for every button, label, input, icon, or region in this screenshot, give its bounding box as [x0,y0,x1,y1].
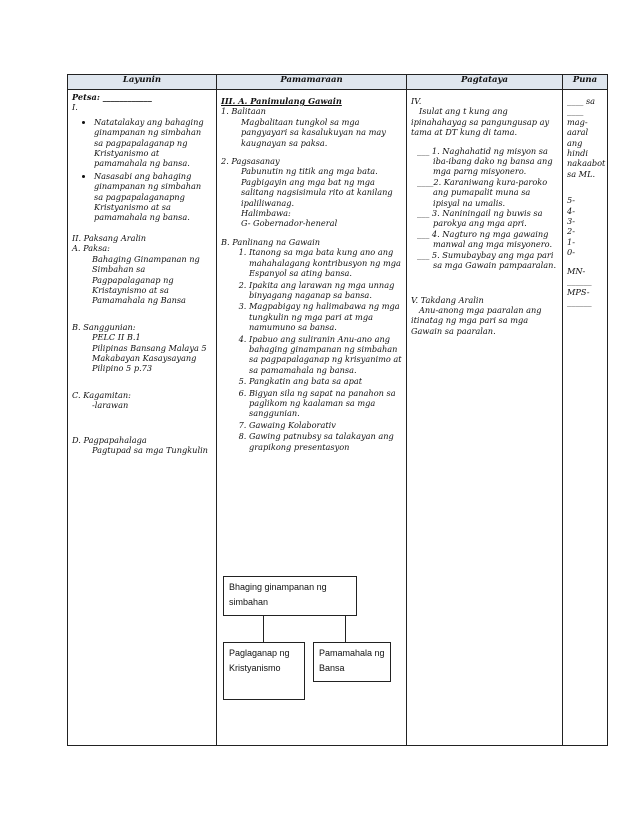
score-label: 5- [567,195,575,206]
objective-item: • Nasasabi ang bahaging ginampanan ng simbahan sa pagpapalaganapng Kristyanismo at sa pamamahala ng bansa. [94,171,212,223]
score-label: 2- [567,226,575,237]
step-item: 7. Gawaing Kolaborativ [249,420,402,430]
puna-line: sa ML. [567,168,596,179]
header-layunin: Layunin [68,75,217,90]
puna-line: hindi [567,148,589,159]
sanggunian-line: Pilipino 5 p.73 [92,363,153,374]
puna-column [563,90,608,746]
step-item: 6. Bigyan sila ng sapat na panahon sa paglikom ng kaalaman sa mga sanggunian. [249,388,402,419]
section-i: I. [72,102,78,113]
sanggunian-line: Makabayan Kasaysayang [92,352,197,363]
score-label: 3- [567,216,575,227]
quiz-item: ___ 5. Sumubaybay ang mga pari sa mga Gawain pampaaralan. [417,249,557,271]
puna-line: aaral ang [567,127,589,148]
panlinang-steps [221,247,402,452]
organizer-top-box: Bhaging ginampanan ng simbahan [223,576,357,616]
sanggunian-line: PELC II B.1 [92,332,141,343]
step-item: 2. Ipakita ang larawan ng mga unnag binyagang naganap sa bansa. [249,280,402,301]
puna-line: ____ sa [567,96,596,106]
pagtataya-instructions: Isulat ang t kung ang ipinahahayag sa pangungusap ay tama at DT kung di tama. [411,106,550,138]
lesson-plan-table [67,74,608,746]
mps-label: MPS- [567,286,590,297]
quiz-item: ___ 4. Nagturo ng mga gawaing manwal ang mga misyonero. [417,228,553,250]
halimbawa-text: G- Gobernador-heneral [241,218,338,229]
layunin-column [68,90,217,746]
header-pagtataya: Pagtataya [407,75,563,90]
petsa-label: Petsa: ____________ [72,92,152,102]
quiz-item: ___ 3. Naniningail ng buwis sa parokya ang mga apri. [417,208,543,229]
pagpapahalaga-text: Pagtupad sa mga Tungkulin [92,444,208,455]
mps-blank: ______ [567,296,592,307]
organizer-left-box: Paglaganap ng Kristyanismo [223,642,305,700]
objectives-list [72,117,212,223]
kagamitan-text: -larawan [92,400,129,411]
step-item: 3. Magpabigay ng halimabawa ng mga tungkulin ng mga pari at mga namumuno sa bansa. [249,301,402,332]
paksa-text: Bahaging Ginampanan ng Simbahan sa Pagpapalaganap ng Kristaynismo at sa Pamamahala ng Bansa [92,253,200,306]
score-label: 4- [567,205,575,216]
takdang-aralin-text: Anu-anong mga paaralan ang itinatag ng mga pari sa mga Gawain sa paaralan. [411,304,542,336]
score-label: 0- [567,247,575,258]
puna-line: ____ mag- [567,106,588,127]
step-item: 4. Ipabuo ang suliranin Anu-ano ang bahaging ginampanan ng simbahan sa pagpapalaganap ng krisyanimo at sa pamamahala ng bansa. [249,334,402,376]
pagtataya-column [407,90,563,746]
step-item: 8. Gawing patnubsy sa talakayan ang grapikong presentasyon [249,431,402,452]
header-puna: Puna [563,75,608,90]
pagsasanay-label: 2. Pagsasanay [221,156,280,167]
halimbawa-label: Halimbawa: [241,208,291,219]
takdang-aralin-label: V. Takdang Aralin [411,294,484,305]
header-row [68,75,608,90]
pagsasanay-text: Pabunutin ng titik ang mga bata. Pagbigayin ang mga bat ng mga salitang nagsisimula rito at kanilang ipaliliwanag. [241,166,393,208]
sanggunian-label: B. Sanggunian: [72,321,136,332]
organizer-connector [263,616,264,642]
quiz-item: ____2. Karaniwang kura-paroko ang pumapalit muna sa ipisyal na umalis. [417,176,548,208]
pamamaraan-column [217,90,407,746]
panimulang-gawain-title: III. A. Panimulang Gawain [221,96,342,106]
mn-label: MN- [567,265,586,276]
mn-blank: ______ [567,276,592,287]
objective-item: • Natatalakay ang bahaging ginampanan ng simbahan sa pagpapalaganap ng Kristyanismo at pamamahala ng bansa. [94,117,212,169]
paksa-label: A. Paksa: [72,243,110,254]
organizer-connector [345,616,346,642]
pagpapahalaga-label: D. Pagpapahalaga [72,434,147,445]
quiz-item: ___ 1. Naghahatid ng misyon sa iba-ibang dako ng bansa ang mga parng misyonero. [417,145,553,177]
kagamitan-label: C. Kagamitan: [72,389,131,400]
organizer-right-box: Pamamahala ng Bansa [313,642,391,682]
step-item: 1. Itanong sa mga bata kung ano ang mahahalagang kontribusyon ng mga Espanyol sa ating bansa. [249,247,402,278]
section-iv: IV. [411,96,422,106]
puna-line: nakaabot [567,158,606,169]
header-pamamaraan: Pamamaraan [217,75,407,90]
sanggunian-line: Pilipinas Bansang Malaya 5 [92,342,207,353]
score-label: 1- [567,236,575,247]
balitaan-text: Magbalitaan tungkol sa mga pangyayari sa kasalukuyan na may kaugnayan sa paksa. [241,116,386,148]
panlinang-title: B. Panlinang na Gawain [221,236,320,247]
section-ii: II. Paksang Aralin [72,232,147,243]
step-item: 5. Pangkatin ang bata sa apat [249,376,402,386]
balitaan-label: 1. Balitaan [221,106,266,117]
